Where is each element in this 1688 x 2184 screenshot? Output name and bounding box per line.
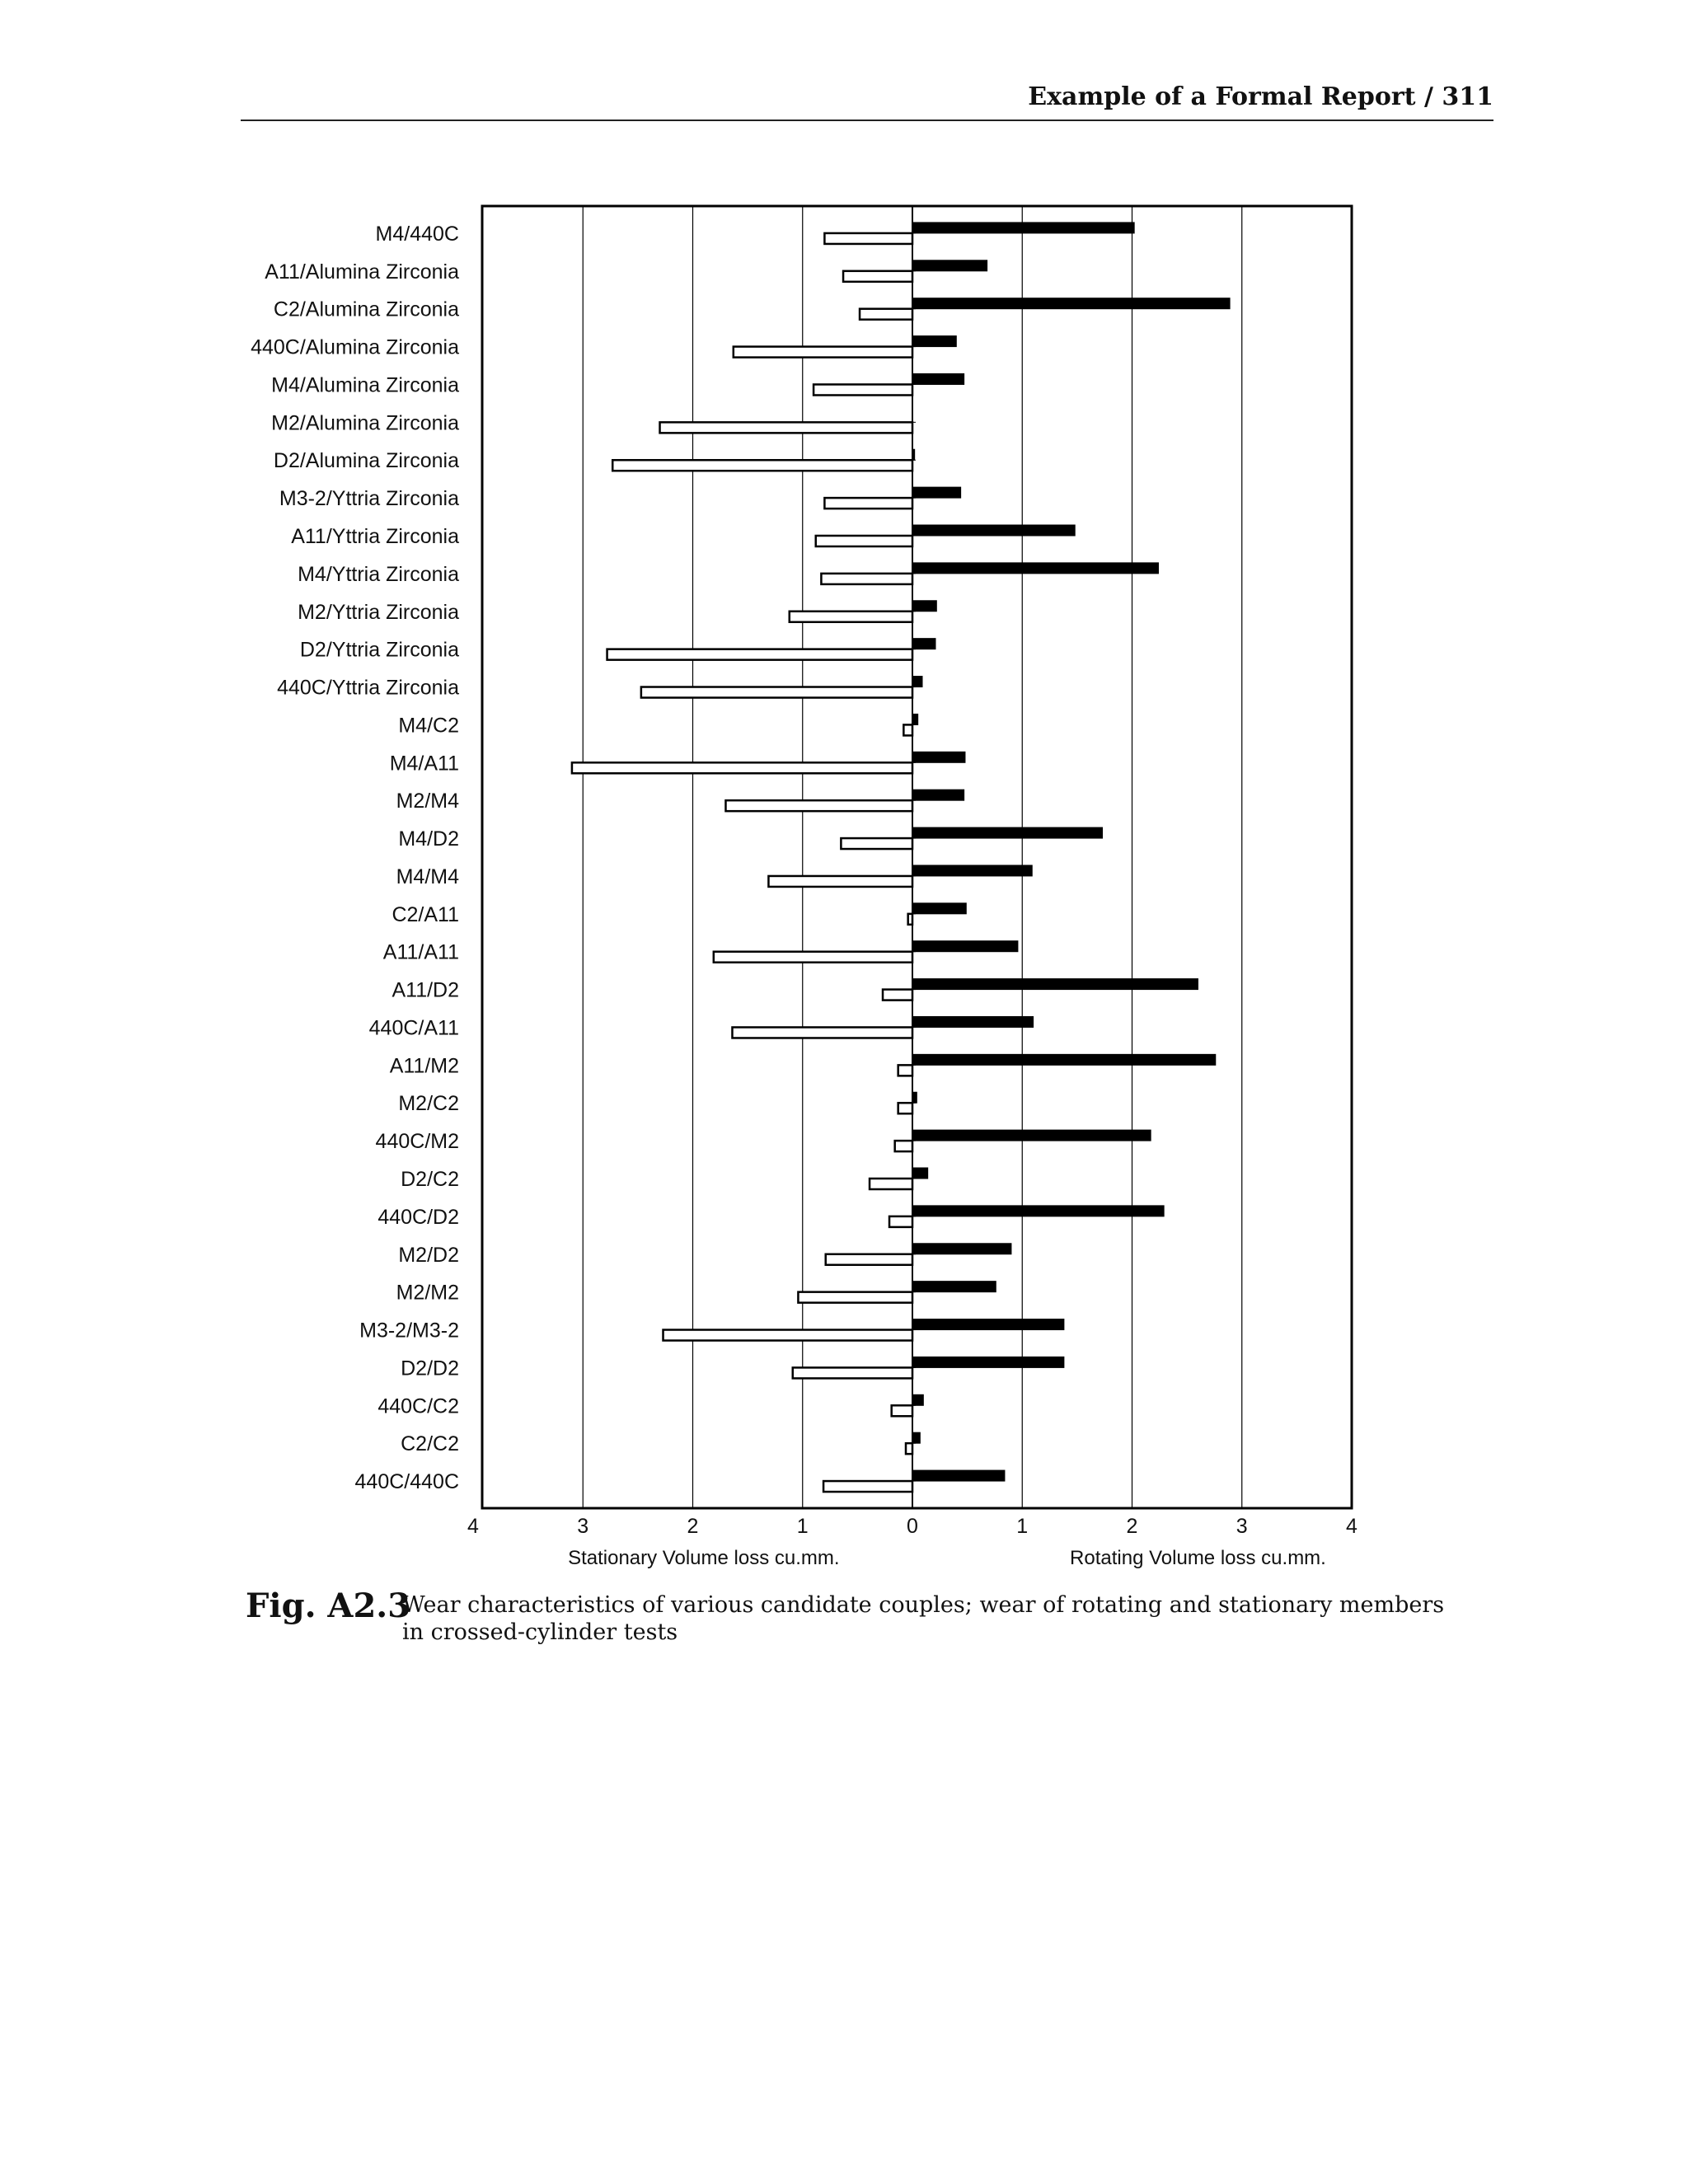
category-label: 440C/Alumina Zirconia xyxy=(251,335,459,359)
x-tick-label: 0 xyxy=(907,1515,918,1538)
category-label: D2/Alumina Zirconia xyxy=(273,449,459,473)
category-label: M2/Alumina Zirconia xyxy=(271,411,459,435)
running-head: Example of a Formal Report / 311 xyxy=(1028,82,1493,111)
rotating-bar xyxy=(912,525,1075,536)
rotating-bar xyxy=(912,1394,923,1405)
category-label: M4/A11 xyxy=(389,752,459,776)
stationary-bar xyxy=(816,536,912,546)
rotating-bar xyxy=(912,1016,1034,1027)
stationary-bar xyxy=(889,1216,912,1227)
stationary-bar xyxy=(898,1103,912,1113)
stationary-bar xyxy=(732,1027,912,1038)
stationary-bar xyxy=(843,271,912,282)
stationary-bar xyxy=(660,422,912,433)
bar-marks xyxy=(572,223,1230,1492)
category-label: M4/C2 xyxy=(398,714,459,738)
category-label: D2/Yttria Zirconia xyxy=(299,638,459,662)
category-label: C2/C2 xyxy=(401,1432,459,1456)
stationary-bar xyxy=(725,800,912,811)
stationary-bar xyxy=(790,612,912,622)
stationary-bar xyxy=(607,649,912,660)
category-label: M4/Alumina Zirconia xyxy=(271,373,459,397)
x-tick-label: 3 xyxy=(1236,1515,1248,1538)
rotating-bar xyxy=(912,223,1134,233)
category-label: D2/D2 xyxy=(401,1357,459,1380)
x-tick-label: 4 xyxy=(1346,1515,1357,1538)
stationary-bar xyxy=(906,1443,912,1454)
rotating-bar xyxy=(912,752,965,762)
category-label: A11/A11 xyxy=(382,940,459,964)
stationary-bar xyxy=(612,460,912,471)
rotating-bar xyxy=(912,1206,1164,1216)
rotating-bar xyxy=(912,639,935,649)
x-tick-label: 1 xyxy=(796,1515,809,1538)
rotating-bar xyxy=(912,563,1158,574)
stationary-bar xyxy=(793,1367,912,1378)
stationary-bar xyxy=(641,687,912,698)
stationary-bar xyxy=(798,1292,912,1303)
rotating-bar xyxy=(912,1282,996,1292)
category-label: M2/Yttria Zirconia xyxy=(298,600,459,624)
rotating-bar xyxy=(912,827,1103,838)
category-label: M4/M4 xyxy=(396,865,459,888)
stationary-bar xyxy=(734,347,912,358)
category-label: A11/D2 xyxy=(392,978,459,1002)
category-label: M3-2/Yttria Zirconia xyxy=(279,487,459,511)
rotating-bar xyxy=(912,1130,1151,1141)
stationary-bar xyxy=(572,762,912,773)
category-label: C2/Alumina Zirconia xyxy=(273,298,459,321)
stationary-bar xyxy=(860,309,912,320)
rotating-bar xyxy=(912,1357,1064,1367)
category-label: 440C/Yttria Zirconia xyxy=(277,676,459,700)
category-label: 440C/M2 xyxy=(375,1130,459,1154)
category-label: M2/D2 xyxy=(398,1243,459,1267)
rotating-bar xyxy=(912,1168,928,1179)
category-label: A11/Yttria Zirconia xyxy=(291,525,459,548)
category-label: M4/440C xyxy=(375,222,459,246)
x-axis-title-stationary: Stationary Volume loss cu.mm. xyxy=(568,1547,840,1569)
category-label: D2/C2 xyxy=(401,1168,459,1191)
stationary-bar xyxy=(892,1405,912,1416)
rotating-bar xyxy=(912,941,1018,952)
category-label: 440C/A11 xyxy=(368,1016,459,1040)
category-label: A11/M2 xyxy=(389,1054,459,1078)
rotating-bar xyxy=(912,790,964,800)
category-label: M2/M2 xyxy=(396,1281,459,1305)
rotating-bar xyxy=(912,1470,1005,1481)
plot-frame xyxy=(482,206,1352,1508)
stationary-bar xyxy=(841,838,912,849)
stationary-bar xyxy=(714,952,912,963)
category-label: M2/C2 xyxy=(398,1092,459,1116)
category-label: 440C/440C xyxy=(354,1470,459,1494)
rotating-bar xyxy=(912,373,964,384)
category-label: M3-2/M3-2 xyxy=(359,1319,459,1343)
x-tick-label: 2 xyxy=(687,1515,699,1538)
rotating-bar xyxy=(912,1054,1216,1065)
category-label: 440C/D2 xyxy=(377,1205,459,1229)
figure-label: Fig. A2.3 xyxy=(246,1586,411,1625)
stationary-bar xyxy=(823,1481,912,1492)
rotating-bar xyxy=(912,903,966,914)
stationary-bar xyxy=(898,1065,912,1076)
x-tick-label: 2 xyxy=(1126,1515,1138,1538)
x-axis-title-rotating: Rotating Volume loss cu.mm. xyxy=(1070,1547,1326,1569)
tick-labels xyxy=(467,1515,1357,1538)
stationary-bar xyxy=(824,233,912,244)
category-label: M2/M4 xyxy=(396,790,459,813)
x-tick-label: 4 xyxy=(467,1515,479,1538)
category-label: C2/A11 xyxy=(392,902,459,926)
stationary-bar xyxy=(870,1179,912,1189)
rotating-bar xyxy=(912,1432,920,1443)
x-tick-label: 3 xyxy=(577,1515,589,1538)
x-tick-label: 1 xyxy=(1016,1515,1029,1538)
rotating-bar xyxy=(912,260,987,271)
category-labels xyxy=(251,223,459,1493)
stationary-bar xyxy=(814,384,912,395)
figure-caption-text: Wear characteristics of various candidate couples; wear of rotating and stationary members in crossed-cylinder tests xyxy=(402,1592,1445,1645)
rotating-bar xyxy=(912,677,922,687)
rotating-bar xyxy=(912,1319,1064,1330)
rotating-bar xyxy=(912,865,1032,876)
stationary-bar xyxy=(821,574,912,584)
rotating-bar xyxy=(912,487,961,498)
rotating-bar xyxy=(912,601,936,612)
rotating-bar xyxy=(912,336,956,347)
category-label: M4/Yttria Zirconia xyxy=(298,562,459,586)
stationary-bar xyxy=(768,876,912,887)
category-label: A11/Alumina Zirconia xyxy=(265,260,459,284)
stationary-bar xyxy=(663,1330,912,1341)
rotating-bar xyxy=(912,298,1230,309)
stationary-bar xyxy=(883,990,912,1001)
rotating-bar xyxy=(912,1244,1011,1254)
category-label: M4/D2 xyxy=(398,827,459,851)
category-label: 440C/C2 xyxy=(377,1394,459,1418)
rotating-bar xyxy=(912,979,1198,990)
stationary-bar xyxy=(895,1141,912,1151)
stationary-bar xyxy=(824,498,912,509)
stationary-bar xyxy=(903,724,912,735)
stationary-bar xyxy=(826,1254,912,1265)
